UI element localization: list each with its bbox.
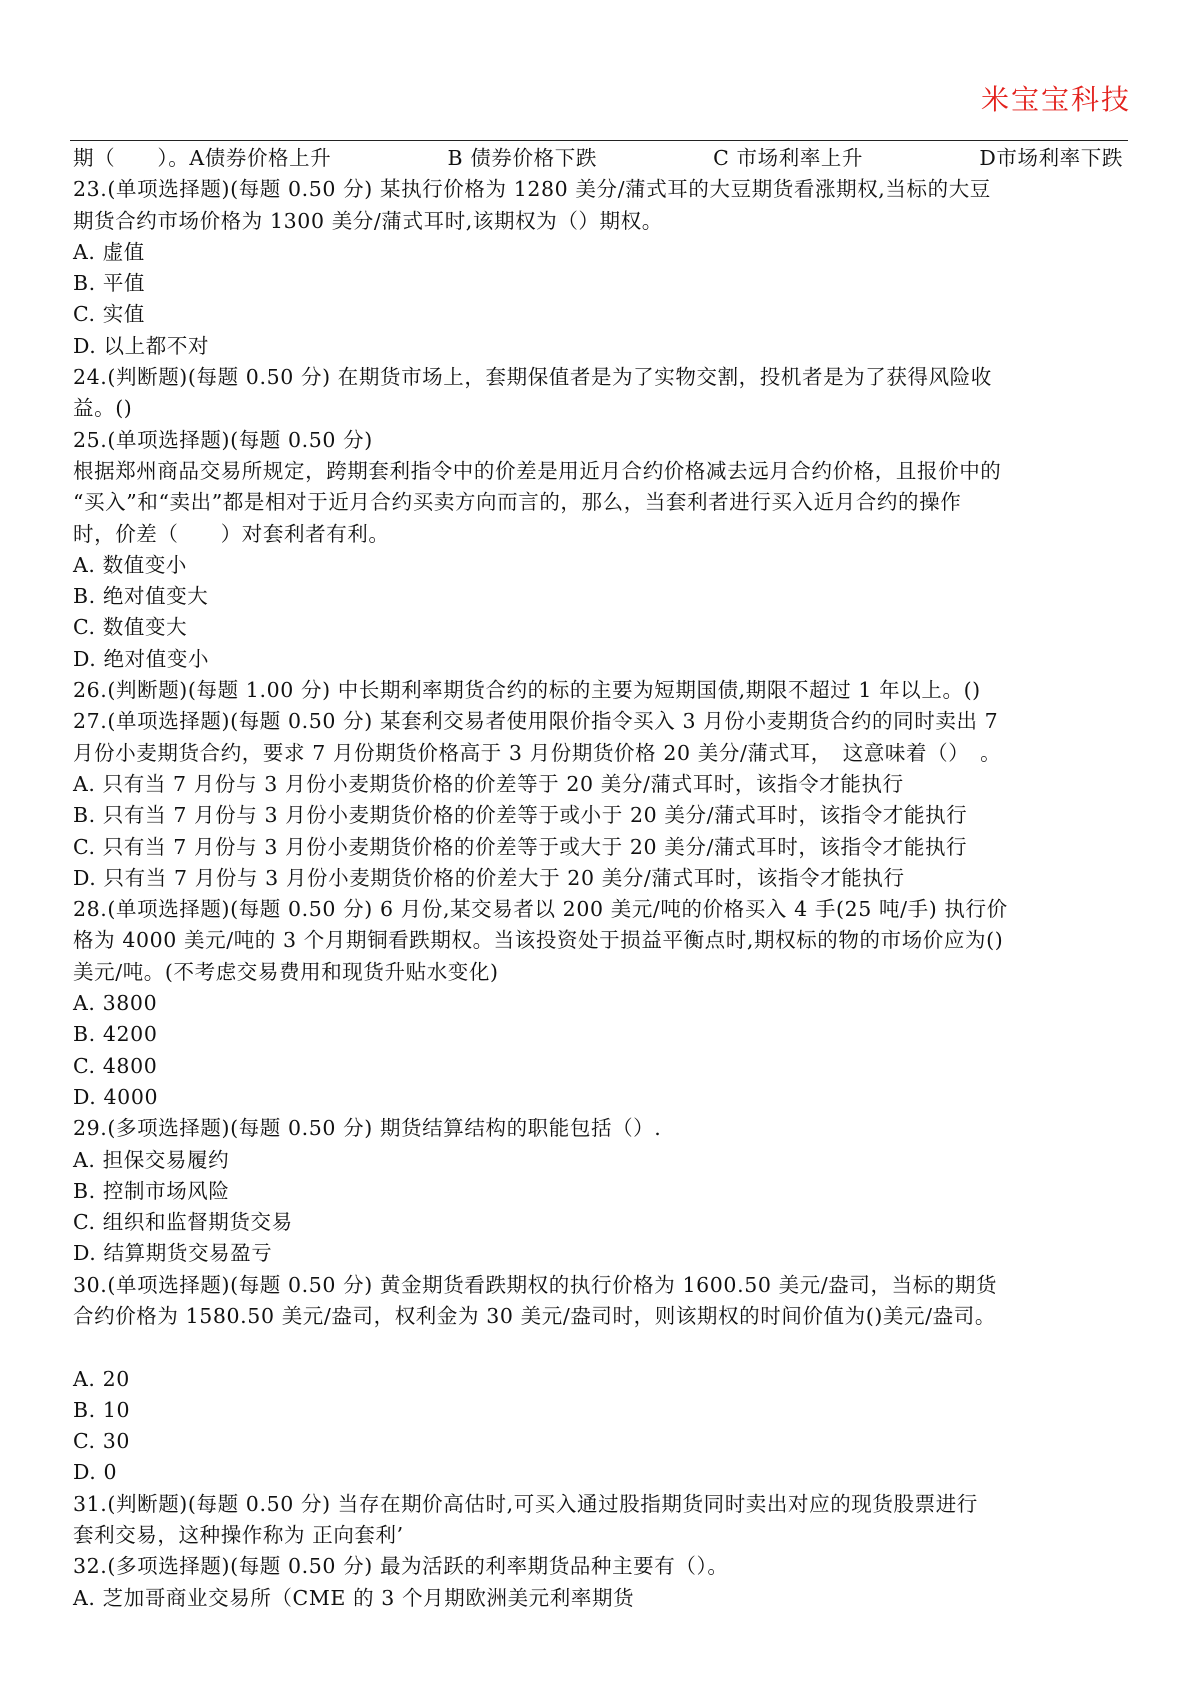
q25-option: A. 数值变小 [73,552,188,577]
q23-option: C. 实值 [73,302,145,327]
q26-stem-line-1: 26.(判断题)(每题 1.00 分) 中长期利率期货合约的标的主要为短期国债,期限不超过 1 年以上。() [73,678,981,703]
q28-stem-line-2: 格为 4000 美元/吨的 3 个月期铜看跌期权。当该投资处于损益平衡点时,期权标的物的市场价应为() [73,928,1004,953]
document-body [73,143,1123,1614]
q22-option-a: 期（ ）。A债券价格上升 [73,146,332,170]
q32-option: A. 芝加哥商业交易所（CME 的 3 个月期欧洲美元利率期货 [73,1585,635,1610]
q25-stem-line-3: “买入”和“卖出”都是相对于近月合约买卖方向而言的，那么，当套利者进行买入近月合约的操作 [73,490,962,515]
q22-option-d: D市场利率下跌 [979,146,1123,170]
q23-option: D. 以上都不对 [73,333,210,358]
q29-option: C. 组织和监督期货交易 [73,1210,293,1235]
brand-logo-text: 米宝宝科技 [980,83,1131,116]
q30-option: B. 10 [73,1397,131,1422]
q28-option: D. 4000 [73,1084,159,1109]
q27-option: C. 只有当 7 月份与 3 月份小麦期货价格的价差等于或大于 20 美分/蒲式耳时，该指令才能执行 [73,834,968,859]
q24-stem-line-2: 益。() [73,396,133,421]
q27-stem-line-1: 27.(单项选择题)(每题 0.50 分) 某套利交易者使用限价指令买入 3 月份小麦期货合约的同时卖出 7 [73,709,999,734]
q28-stem-line-1: 28.(单项选择题)(每题 0.50 分) 6 月份,某交易者以 200 美元/吨的价格买入 4 手(25 吨/手) 执行价 [73,897,1008,922]
q28-stem-line-3: 美元/吨。(不考虑交易费用和现货升贴水变化) [73,959,499,984]
q29-option: B. 控制市场风险 [73,1178,230,1203]
q22-option-c: C 市场利率上升 [713,146,864,170]
q29-option: A. 担保交易履约 [73,1147,230,1172]
q29-stem-line-1: 29.(多项选择题)(每题 0.50 分) 期货结算结构的职能包括（）. [73,1116,662,1141]
q23-stem-line-1: 23.(单项选择题)(每题 0.50 分) 某执行价格为 1280 美分/蒲式耳的大豆期货看涨期权,当标的大豆 [73,177,991,202]
q23-stem-line-2: 期货合约市场价格为 1300 美分/蒲式耳时,该期权为（）期权。 [73,208,663,233]
q30-option: C. 30 [73,1429,131,1454]
q22-options-line [73,143,1123,174]
q28-option: B. 4200 [73,1022,158,1047]
q30-stem-line-1: 30.(单项选择题)(每题 0.50 分) 黄金期货看跌期权的执行价格为 1600.50 美元/盎司，当标的期货 [73,1272,998,1297]
q23-option: A. 虚值 [73,239,145,264]
q27-option: A. 只有当 7 月份与 3 月份小麦期货价格的价差等于 20 美分/蒲式耳时，该指令才能执行 [73,771,904,796]
q22-option-b: B 债券价格下跌 [447,146,597,170]
q25-stem-line-1: 25.(单项选择题)(每题 0.50 分) [73,427,373,452]
q27-option: B. 只有当 7 月份与 3 月份小麦期货价格的价差等于或小于 20 美分/蒲式耳时，该指令才能执行 [73,803,968,828]
q29-option: D. 结算期货交易盈亏 [73,1241,273,1266]
q32-stem-line-1: 32.(多项选择题)(每题 0.50 分) 最为活跃的利率期货品种主要有（）。 [73,1554,729,1579]
q30-option: A. 20 [73,1366,130,1391]
q27-option: D. 只有当 7 月份与 3 月份小麦期货价格的价差大于 20 美分/蒲式耳时，该指令才能执行 [73,865,905,890]
q25-option: B. 绝对值变大 [73,584,209,609]
q31-stem-line-2: 套利交易，这种操作称为 正向套利’ [73,1523,404,1548]
q28-option: A. 3800 [73,991,158,1016]
q24-stem-line-1: 24.(判断题)(每题 0.50 分) 在期货市场上，套期保值者是为了实物交割，投机者是为了获得风险收 [73,365,992,390]
q25-stem-line-4: 时，价差（ ）对套利者有利。 [73,521,390,546]
q27-stem-line-2: 月份小麦期货合约，要求 7 月份期货价格高于 3 月份期货价格 20 美分/蒲式耳， 这意味着（） 。 [73,740,1002,765]
q25-stem-line-2: 根据郑州商品交易所规定，跨期套利指令中的价差是用近月合约价格减去远月合约价格，且报价中的 [73,458,1002,483]
q23-option: B. 平值 [73,271,146,296]
q31-stem-line-1: 31.(判断题)(每题 0.50 分) 当存在期价高估时,可买入通过股指期货同时卖出对应的现货股票进行 [73,1491,978,1516]
header-divider [70,140,1128,141]
q30-stem-line-2: 合约价格为 1580.50 美元/盎司，权利金为 30 美元/盎司时，则该期权的时间价值为()美元/盎司。 [73,1303,996,1328]
q25-option: C. 数值变大 [73,615,188,640]
q25-option: D. 绝对值变小 [73,646,210,671]
q28-option: C. 4800 [73,1053,158,1078]
q30-option: D. 0 [73,1460,118,1485]
blank-line [73,1332,1123,1363]
